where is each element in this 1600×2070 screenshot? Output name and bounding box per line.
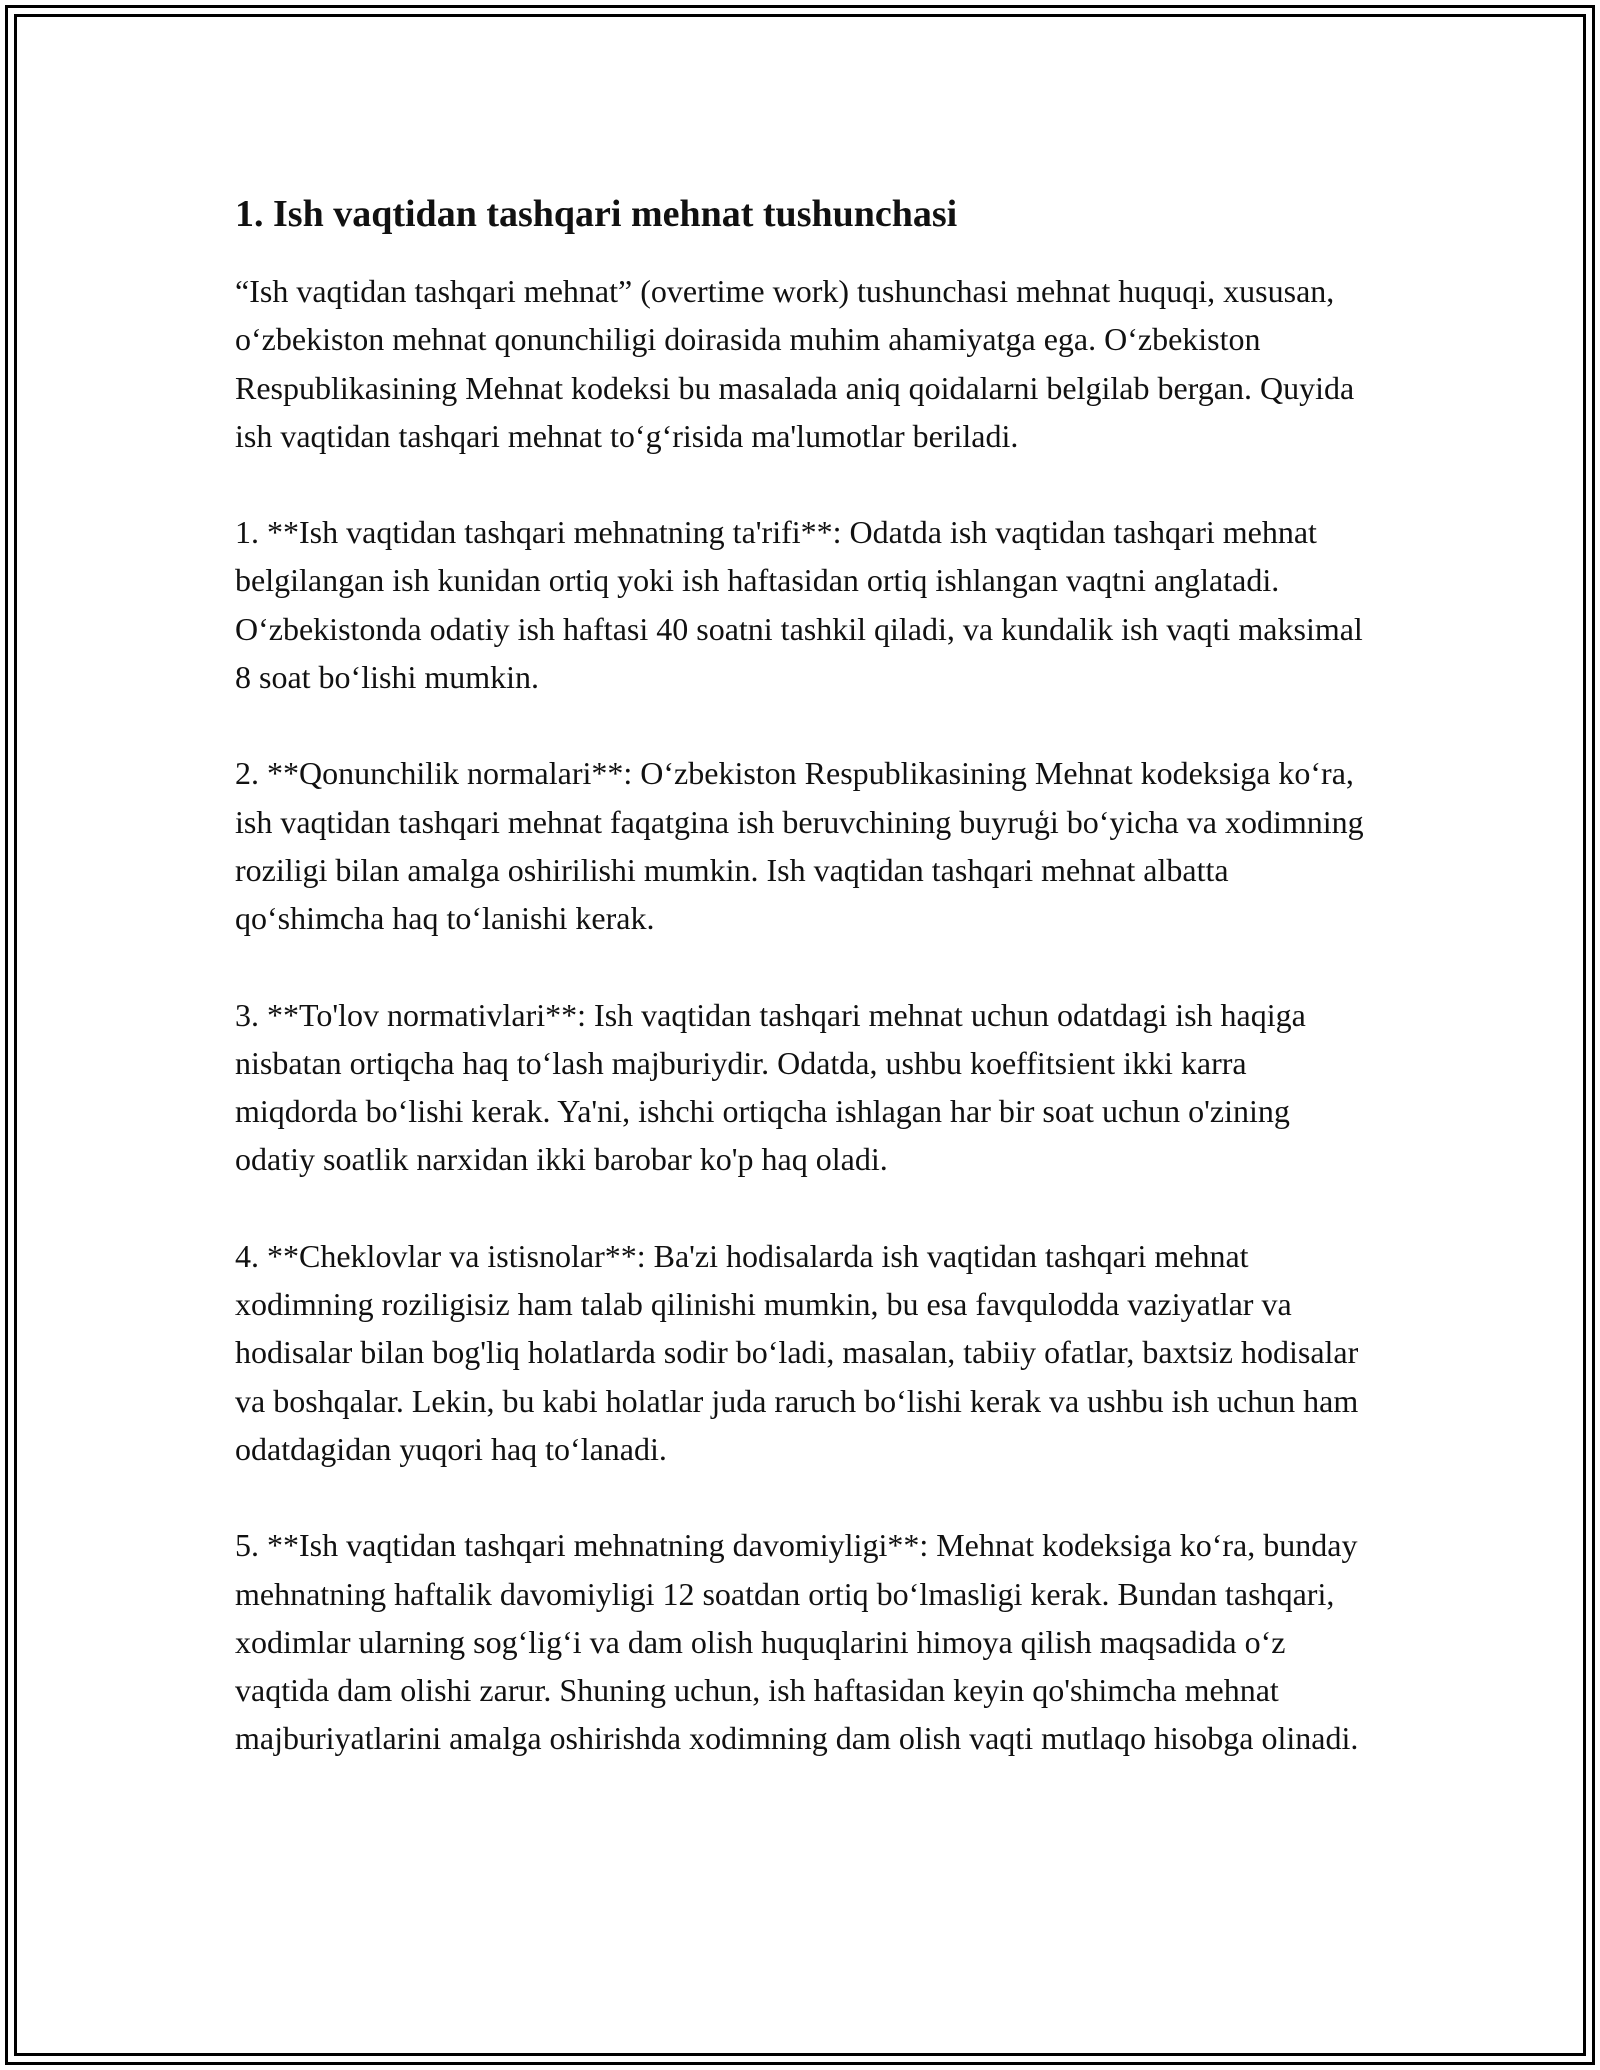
paragraph-payment-norms: 3. **To'lov normativlari**: Ish vaqtidan tashqari mehnat uchun odatdagi ish haqiga nisbatan ortiqcha haq to‘lash majburiydir. Odatda, ushbu koeffitsient ikki karra miqdorda bo‘lishi kerak. Ya'ni, ishchi ortiqcha ishlagan har bir soat uchun o'zining odatiy soatlik narxidan ikki barobar ko'p haq oladi. xyxy=(235,996,1306,1178)
section-title: 1. Ish vaqtidan tashqari mehnat tushunchasi xyxy=(235,193,958,235)
paragraph-restrictions: 4. **Cheklovlar va istisnolar**: Ba'zi hodisalarda ish vaqtidan tashqari mehnat xodimning roziligisiz ham talab qilinishi mumkin, bu esa favqulodda vaziyatlar va hodisalar bilan bog'liq holatlarda sodir bo‘ladi, masalan, tabiiy ofatlar, baxtsiz hodisalar va boshqalar. Lekin, bu kabi holatlar juda raruch bo‘lishi kerak va ushbu ish uchun ham odatdagidan yuqori haq to‘lanadi. xyxy=(235,1237,1359,1467)
document-body xyxy=(235,185,1375,1811)
paragraph-definition: 1. **Ish vaqtidan tashqari mehnatning ta'rifi**: Odatda ish vaqtidan tashqari mehnat belgilangan ish kunidan ortiq yoki ish haftasidan ortiq ishlangan vaqtni anglatadi. O‘zbekistonda odatiy ish haftasi 40 soatni tashkil qiladi, va kundalik ish vaqti maksimal 8 soat bo‘lishi mumkin. xyxy=(235,514,1363,696)
paragraph-duration: 5. **Ish vaqtidan tashqari mehnatning davomiyligi**: Mehnat kodeksiga ko‘ra, bunday mehnatning haftalik davomiyligi 12 soatdan ortiq bo‘lmasligi kerak. Bundan tashqari, xodimlar ularning sog‘lig‘i va dam olish huquqlarini himoya qilish maqsadida o‘z vaqtida dam olishi zarur. Shuning uchun, ish haftasidan keyin qo'shimcha mehnat majburiyatlarini amalga oshirishda xodimning dam olish vaqti mutlaqo hisobga olinadi. xyxy=(235,1527,1359,1757)
paragraph-legal-norms: 2. **Qonunchilik normalari**: O‘zbekiston Respublikasining Mehnat kodeksiga ko‘ra, ish vaqtidan tashqari mehnat faqatgina ish beruvchining buyruģi bo‘yicha va xodimning roziligi bilan amalga oshirilishi mumkin. Ish vaqtidan tashqari mehnat albatta qo‘shimcha haq to‘lanishi kerak. xyxy=(235,755,1364,937)
intro-paragraph: “Ish vaqtidan tashqari mehnat” (overtime work) tushunchasi mehnat huquqi, xususan, o‘zbekiston mehnat qonunchiligi doirasida muhim ahamiyatga ega. O‘zbekiston Respublikasining Mehnat kodeksi bu masalada aniq qoidalarni belgilab bergan. Quyida ish vaqtidan tashqari mehnat to‘g‘risida ma'lumotlar beriladi. xyxy=(235,273,1355,454)
